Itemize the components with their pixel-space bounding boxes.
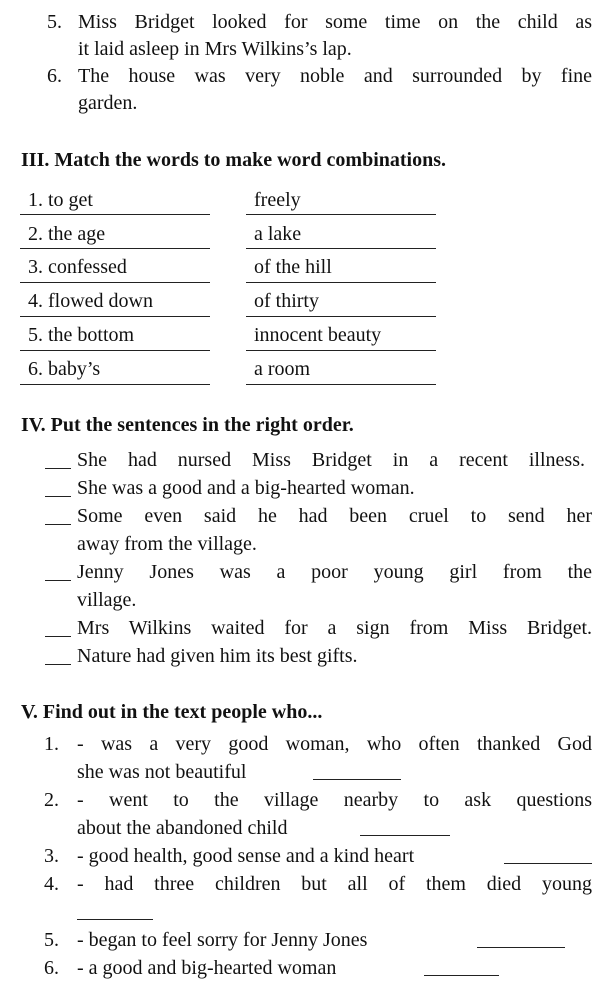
- section-heading: V. Find out in the text people who...: [21, 701, 323, 723]
- table-rule: [246, 282, 436, 283]
- order-sentence: She had nursed Miss Bridget in a recent illness.: [77, 449, 585, 471]
- section-heading: III. Match the words to make word combinations.: [21, 149, 446, 171]
- find-prompt: - began to feel sorry for Jenny Jones: [77, 929, 368, 951]
- table-rule: [20, 316, 210, 317]
- match-right-cell: a lake: [254, 223, 302, 245]
- table-rule: [20, 214, 210, 215]
- find-prompt: she was not beautiful: [77, 761, 247, 783]
- order-sentence: village.: [77, 589, 137, 611]
- table-rule: [246, 248, 436, 249]
- answer-blank[interactable]: [77, 919, 153, 920]
- item-number: 5.: [44, 929, 59, 951]
- match-right-cell: of thirty: [254, 290, 319, 312]
- item-number: 1.: [44, 733, 59, 755]
- match-left-cell: 5. the bottom: [28, 324, 135, 346]
- match-left-cell: 2. the age: [28, 223, 106, 245]
- item-number: 4.: [44, 873, 59, 895]
- find-prompt: - was a very good woman, who often thanked God: [77, 733, 592, 755]
- item-number: 3.: [44, 845, 59, 867]
- order-blank[interactable]: [45, 580, 71, 581]
- find-prompt: - went to the village nearby to ask questions: [77, 789, 592, 811]
- table-rule: [20, 350, 210, 351]
- table-rule: [20, 384, 210, 385]
- answer-blank[interactable]: [313, 779, 401, 780]
- match-right-cell: innocent beauty: [254, 324, 382, 346]
- statement-line: Miss Bridget looked for some time on the child as: [78, 11, 592, 33]
- table-rule: [246, 350, 436, 351]
- answer-blank[interactable]: [424, 975, 499, 976]
- order-sentence: Some even said he had been cruel to send her: [77, 505, 592, 527]
- answer-blank[interactable]: [360, 835, 450, 836]
- order-sentence: She was a good and a big-hearted woman.: [77, 477, 415, 499]
- order-sentence: Mrs Wilkins waited for a sign from Miss Bridget.: [77, 617, 592, 639]
- match-right-cell: freely: [254, 189, 301, 211]
- answer-blank[interactable]: [477, 947, 565, 948]
- table-rule: [246, 316, 436, 317]
- find-prompt: - a good and big-hearted woman: [77, 957, 337, 979]
- item-number: 6.: [44, 957, 59, 979]
- order-blank[interactable]: [45, 468, 71, 469]
- match-left-cell: 3. confessed: [28, 256, 127, 278]
- match-right-cell: of the hill: [254, 256, 332, 278]
- order-sentence: Jenny Jones was a poor young girl from the: [77, 561, 592, 583]
- order-blank[interactable]: [45, 524, 71, 525]
- match-left-cell: 6. baby’s: [28, 358, 101, 380]
- match-left-cell: 1. to get: [28, 189, 93, 211]
- find-prompt: - had three children but all of them died young: [77, 873, 592, 895]
- table-rule: [246, 214, 436, 215]
- statement-line: garden.: [78, 92, 138, 114]
- order-sentence: Nature had given him its best gifts.: [77, 645, 358, 667]
- table-rule: [20, 248, 210, 249]
- item-number: 5.: [47, 11, 62, 33]
- answer-blank[interactable]: [504, 863, 592, 864]
- table-rule: [20, 282, 210, 283]
- statement-line: it laid asleep in Mrs Wilkins’s lap.: [78, 38, 352, 60]
- item-number: 6.: [47, 65, 62, 87]
- table-rule: [246, 384, 436, 385]
- find-prompt: about the abandoned child: [77, 817, 288, 839]
- order-sentence: away from the village.: [77, 533, 257, 555]
- section-heading: IV. Put the sentences in the right order.: [21, 414, 354, 436]
- order-blank[interactable]: [45, 636, 71, 637]
- item-number: 2.: [44, 789, 59, 811]
- match-left-cell: 4. flowed down: [28, 290, 153, 312]
- match-right-cell: a room: [254, 358, 311, 380]
- order-blank[interactable]: [45, 664, 71, 665]
- find-prompt: - good health, good sense and a kind heart: [77, 845, 415, 867]
- statement-line: The house was very noble and surrounded by fine: [78, 65, 592, 87]
- order-blank[interactable]: [45, 496, 71, 497]
